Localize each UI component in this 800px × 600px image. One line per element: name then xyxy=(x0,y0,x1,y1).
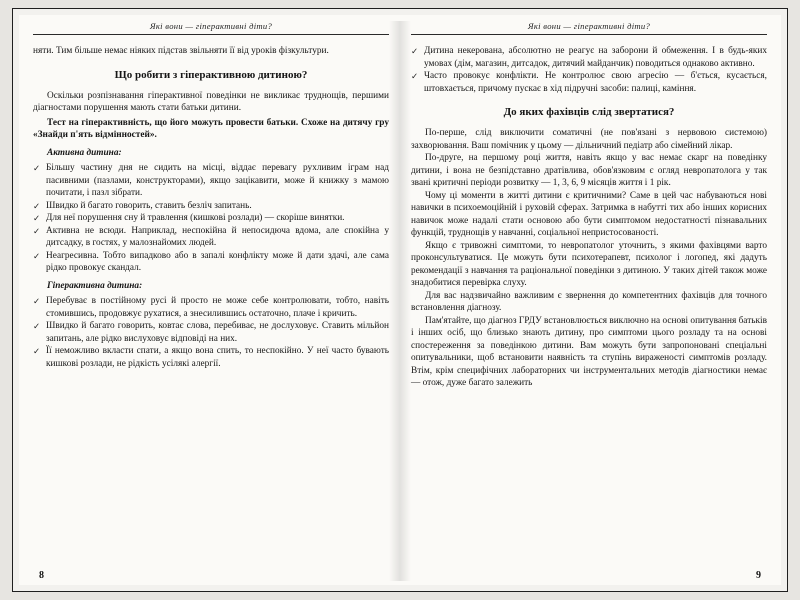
checkmark-icon: ✓ xyxy=(33,225,41,236)
checkmark-icon: ✓ xyxy=(33,346,41,356)
page-content xyxy=(33,45,389,564)
checklist-item xyxy=(411,70,767,95)
running-head-text: Які вони — гіперактивні діти? xyxy=(527,21,651,31)
checkmark-icon: ✓ xyxy=(411,71,419,81)
paragraph: Якщо є тривожні симптоми, то невропатолог уточнить, з якими фахівцями варто проконсультуватися. Це можуть бути психотерапевт, психолог і логопед, які дадуть рекомендації з навчання та раціональної поведінки з дитиною. У таких дітей також може знадобитися перевірка слуху. xyxy=(411,240,767,288)
paragraph: Чому ці моменти в житті дитини є критичними? Саме в цей час набуваються нові навички в психоемоційній і руховій сферах. Затримка в набутті тих або інших корисних навичок може надалі стати основою або бути симптомом недостатності пізнавальних функцій, труднощів у навчанні, соціальної непристосованості. xyxy=(411,190,767,238)
page-number: 9 xyxy=(756,570,761,581)
checklist-item xyxy=(411,45,767,70)
checklist-item-text: Більшу частину дня не сидить на місці, віддає перевагу рухливим іграм над пасивними (пазлами, конструкторами), якщо зацікавити, може й книжку з мамою почитати, і пазл зібрати. xyxy=(46,163,389,198)
paragraph: Для вас надзвичайно важливим є звернення до компетентних фахівців для точного встановлення діагнозу. xyxy=(411,290,767,313)
checkmark-icon: ✓ xyxy=(33,200,41,211)
checklist-item xyxy=(33,200,389,213)
checklist-item-text: Активна не всюди. Наприклад, неспокійна й непосидюча вдома, але спокійна у дитсадку, в гостях, у малознайомих людей. xyxy=(46,225,389,248)
list-subheading: Гіперактивна дитина: xyxy=(47,280,143,291)
two-page-spread xyxy=(13,9,787,591)
checklist-item-text: Її неможливо вкласти спати, а якщо вона спить, то неспокійно. У неї часто бувають кишкові розлади, не рідкість усілякі алергії. xyxy=(46,346,389,369)
checklist-item xyxy=(33,225,389,250)
paragraph: Оскільки розпізнавання гіперактивної поведінки не викликає труднощів, першими діагностами порушення мають стати батьки дитини. xyxy=(33,90,389,113)
page-right xyxy=(411,21,767,581)
checklist-item xyxy=(33,345,389,370)
checklist-item-text: Швидко й багато говорить, ставить безліч запитань. xyxy=(46,200,252,211)
section-heading: Що робити з гіперактивною дитиною? xyxy=(114,68,308,81)
paragraph: Тест на гіперактивність, що його можуть провести батьки. Схоже на дитячу гру «Знайди п'ять відмінностей». xyxy=(33,117,389,140)
book-spread xyxy=(12,8,788,592)
list-subheading: Активна дитина: xyxy=(47,147,122,158)
page-left xyxy=(33,21,389,581)
paragraph: няти. Тим більше немає ніяких підстав звільняти її від уроків фізкультури. xyxy=(33,46,329,56)
checklist-item-text: Перебуває в постійному русі й просто не може себе контролювати, тобто, навіть стомившись, продовжує рухатися, а знесилившись остаточно, плаче і кричить. xyxy=(46,296,389,319)
checklist-item-text: Дитина некерована, абсолютно не реагує на заборони й обмеження. І в будь-яких умовах (дім, магазин, дитсадок, дитячий майданчик) поводиться однаково активно. xyxy=(424,46,767,69)
checklist-item xyxy=(33,320,389,345)
page-gutter xyxy=(389,21,411,581)
running-head-text: Які вони — гіперактивні діти? xyxy=(149,21,273,31)
checklist-item xyxy=(33,295,389,320)
running-head-left xyxy=(33,21,389,35)
page-number: 8 xyxy=(39,570,44,581)
page-content xyxy=(411,45,767,564)
checkmark-icon: ✓ xyxy=(33,250,41,261)
checkmark-icon: ✓ xyxy=(411,46,419,56)
checklist-item xyxy=(33,250,389,275)
checkmark-icon: ✓ xyxy=(33,213,41,223)
checkmark-icon: ✓ xyxy=(33,296,41,306)
checkmark-icon: ✓ xyxy=(33,163,41,173)
checkmark-icon: ✓ xyxy=(33,321,41,331)
checklist-item xyxy=(33,212,389,225)
paragraph: Пам'ятайте, що діагноз ГРДУ встановлюється виключно на основі опитування батьків і інших осіб, що близько знають дитину, про симптоми цього розладу та на основі спостереження за поведінкою дитини. Вам можуть бути запропоновані спеціальні опитувальники, щоб встановити наявність та ступінь вираженості симптомів розладу. Втім, крім специфічних лабораторних чи інструментальних методів діагностики немає — отож, дуже багато залежить xyxy=(411,315,767,388)
checklist-item-text: Часто провокує конфлікти. Не контролює свою агресію — б'ється, кусається, штовхається, причому пускає в хід підручні засоби: палиці, каміння. xyxy=(424,71,767,94)
running-head-right xyxy=(411,21,767,35)
section-heading: До яких фахівців слід звертатися? xyxy=(503,106,675,118)
checklist-item-text: Неагресивна. Тобто випадково або в запалі конфлікту може й дати здачі, але сама рідко провокує скандал. xyxy=(46,250,389,273)
checklist-item-text: Швидко й багато говорить, ковтає слова, перебиває, не дослуховує. Ставить мільйон запитань, але рідко вислуховує відповіді на них. xyxy=(46,321,389,344)
checklist-item xyxy=(33,162,389,200)
paragraph: По-друге, на першому році життя, навіть якщо у вас немає скарг на поведінку дитини, і вона не безпідставно дратівлива, обов'язковим є огляд невропатолога у так звані критичні періоди розвитку — 1, 3, 6, 9 місяців життя і 1 рік. xyxy=(411,153,767,188)
paragraph: По-перше, слід виключити соматичні (не пов'язані з нервовою системою) захворювання. Ваш помічник у цьому — дільничний педіатр або сімейний лікар. xyxy=(411,128,767,151)
checklist-item-text: Для неї порушення сну й травлення (кишкові розлади) — скоріше винятки. xyxy=(46,213,345,223)
